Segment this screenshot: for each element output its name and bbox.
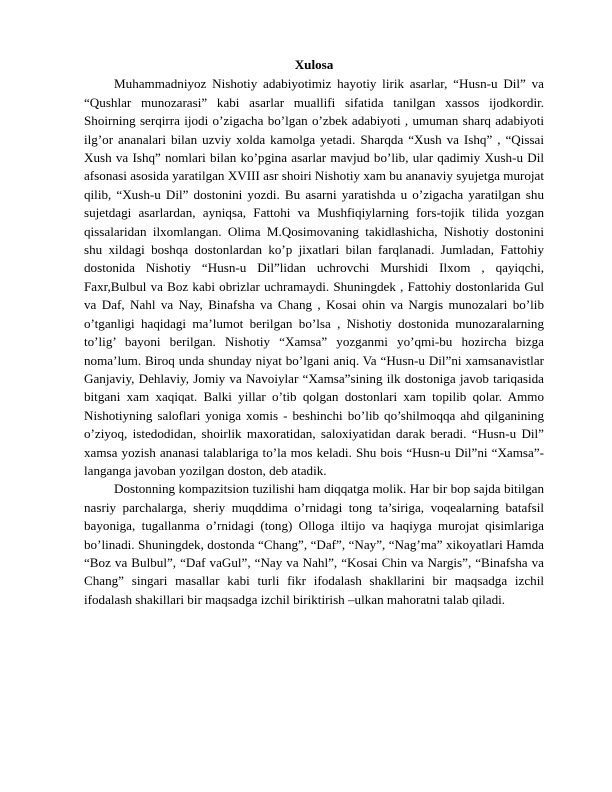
document-title: Xulosa bbox=[294, 57, 334, 72]
document-page bbox=[84, 56, 544, 609]
paragraph-conclusion-1: Muhammadniyoz Nishotiy adabiyotimiz hayotiy lirik asarlar, “Husn-u Dil” va “Qushlar munozarasi” kabi asarlar muallifi sifatida tanilgan xassos ijodkordir. Shoirning serqirra ijodi o’zigacha bo’lgan o’zbek adabiyoti , umuman sharq adabiyoti ilg’or ananalari bilan uzviy xolda kamolga yetadi. Sharqda “Xush va Ishq” , “Qissai Xush va Ishq” nomlari bilan ko’pgina asarlar mavjud bo’lib, ular qadimiy Xush-u Dil afsonasi asosida yaratilgan XVIII asr shoiri Nishotiy xam bu ananaviy syujetga murojat qilib, “Xush-u Dil” dostonini yozdi. Bu asarni yaratishda u o’zigacha yaratilgan shu sujetdagi asarlardan, ayniqsa, Fattohi va Mushfiqiylarning fors-tojik tilida yozgan qissalaridan ilxomlangan. Olima M.Qosimovaning takidlashicha, Nishotiy dostonini shu xildagi boshqa dostonlardan ko’p jixatlari bilan farqlanadi. Jumladan, Fattohiy dostonida Nishotiy “Husn-u Dil”lidan uchrovchi Murshidi Ilxom , qayiqchi, Faxr,Bulbul va Boz kabi obrizlar uchramaydi. Shuningdek , Fattohiy dostonlarida Gul va Daf, Nahl va Nay, Binafsha va Chang , Kosai ohin va Nargis munozalari bo’lib o’tganligi haqidagi ma’lumot berilgan bo’lsa , Nishotiy dostonida munozaralarning to’lig’ bayoni berilgan. Nishotiy “Xamsa” yozganmi yo’qmi-bu hozircha bizga noma’lum. Biroq unda shunday niyat bo’lgani aniq. Va “Husn-u Dil”ni xamsanavistlar Ganjaviy, Dehlaviy, Jomiy va Navoiylar “Xamsa”sining ilk dostoniga javob tariqasida bitgani xam xaqiqat. Balki yillar o’tib qolgan dostonlari xam topilib qolar. Ammo Nishotiyning saloflari yoniga xomis - beshinchi bo’lib qo’shilmoqqa ahd qilganining o’ziyoq, istedodidan, shoirlik maxoratidan, saloxiyatidan darak beradi. “Husn-u Dil” xamsa yozish ananasi talablariga to’la mos keladi. Shu bois “Husn-u Dil”ni “Xamsa”-langanga javoban yozilgan doston, deb atadik. bbox=[84, 76, 544, 478]
paragraph-conclusion-2: Dostonning kompazitsion tuzilishi ham diqqatga molik. Har bir bop sajda bitilgan nasriy parchalarga, sheriy muqddima o’rnidagi tong ta’siriga, voqealarning batafsil bayoniga, tugallanma o’rnidagi (tong) Olloga iltijo va haqiyga murojat qisimlariga bo’linadi. Shuningdek, dostonda “Chang”, “Daf”, “Nay”, “Nag’ma” xikoyatlari Hamda “Boz va Bulbul”, “Daf vaGul”, “Nay va Nahl”, “Kosai Chin va Nargis”, “Binafsha va Chang” singari masallar kabi turli fikr ifodalash shakllarini bir maqsadga izchil ifodalash shakillari bir maqsadga izchil biriktirish –ulkan mahoratni talab qiladi. bbox=[84, 481, 544, 607]
